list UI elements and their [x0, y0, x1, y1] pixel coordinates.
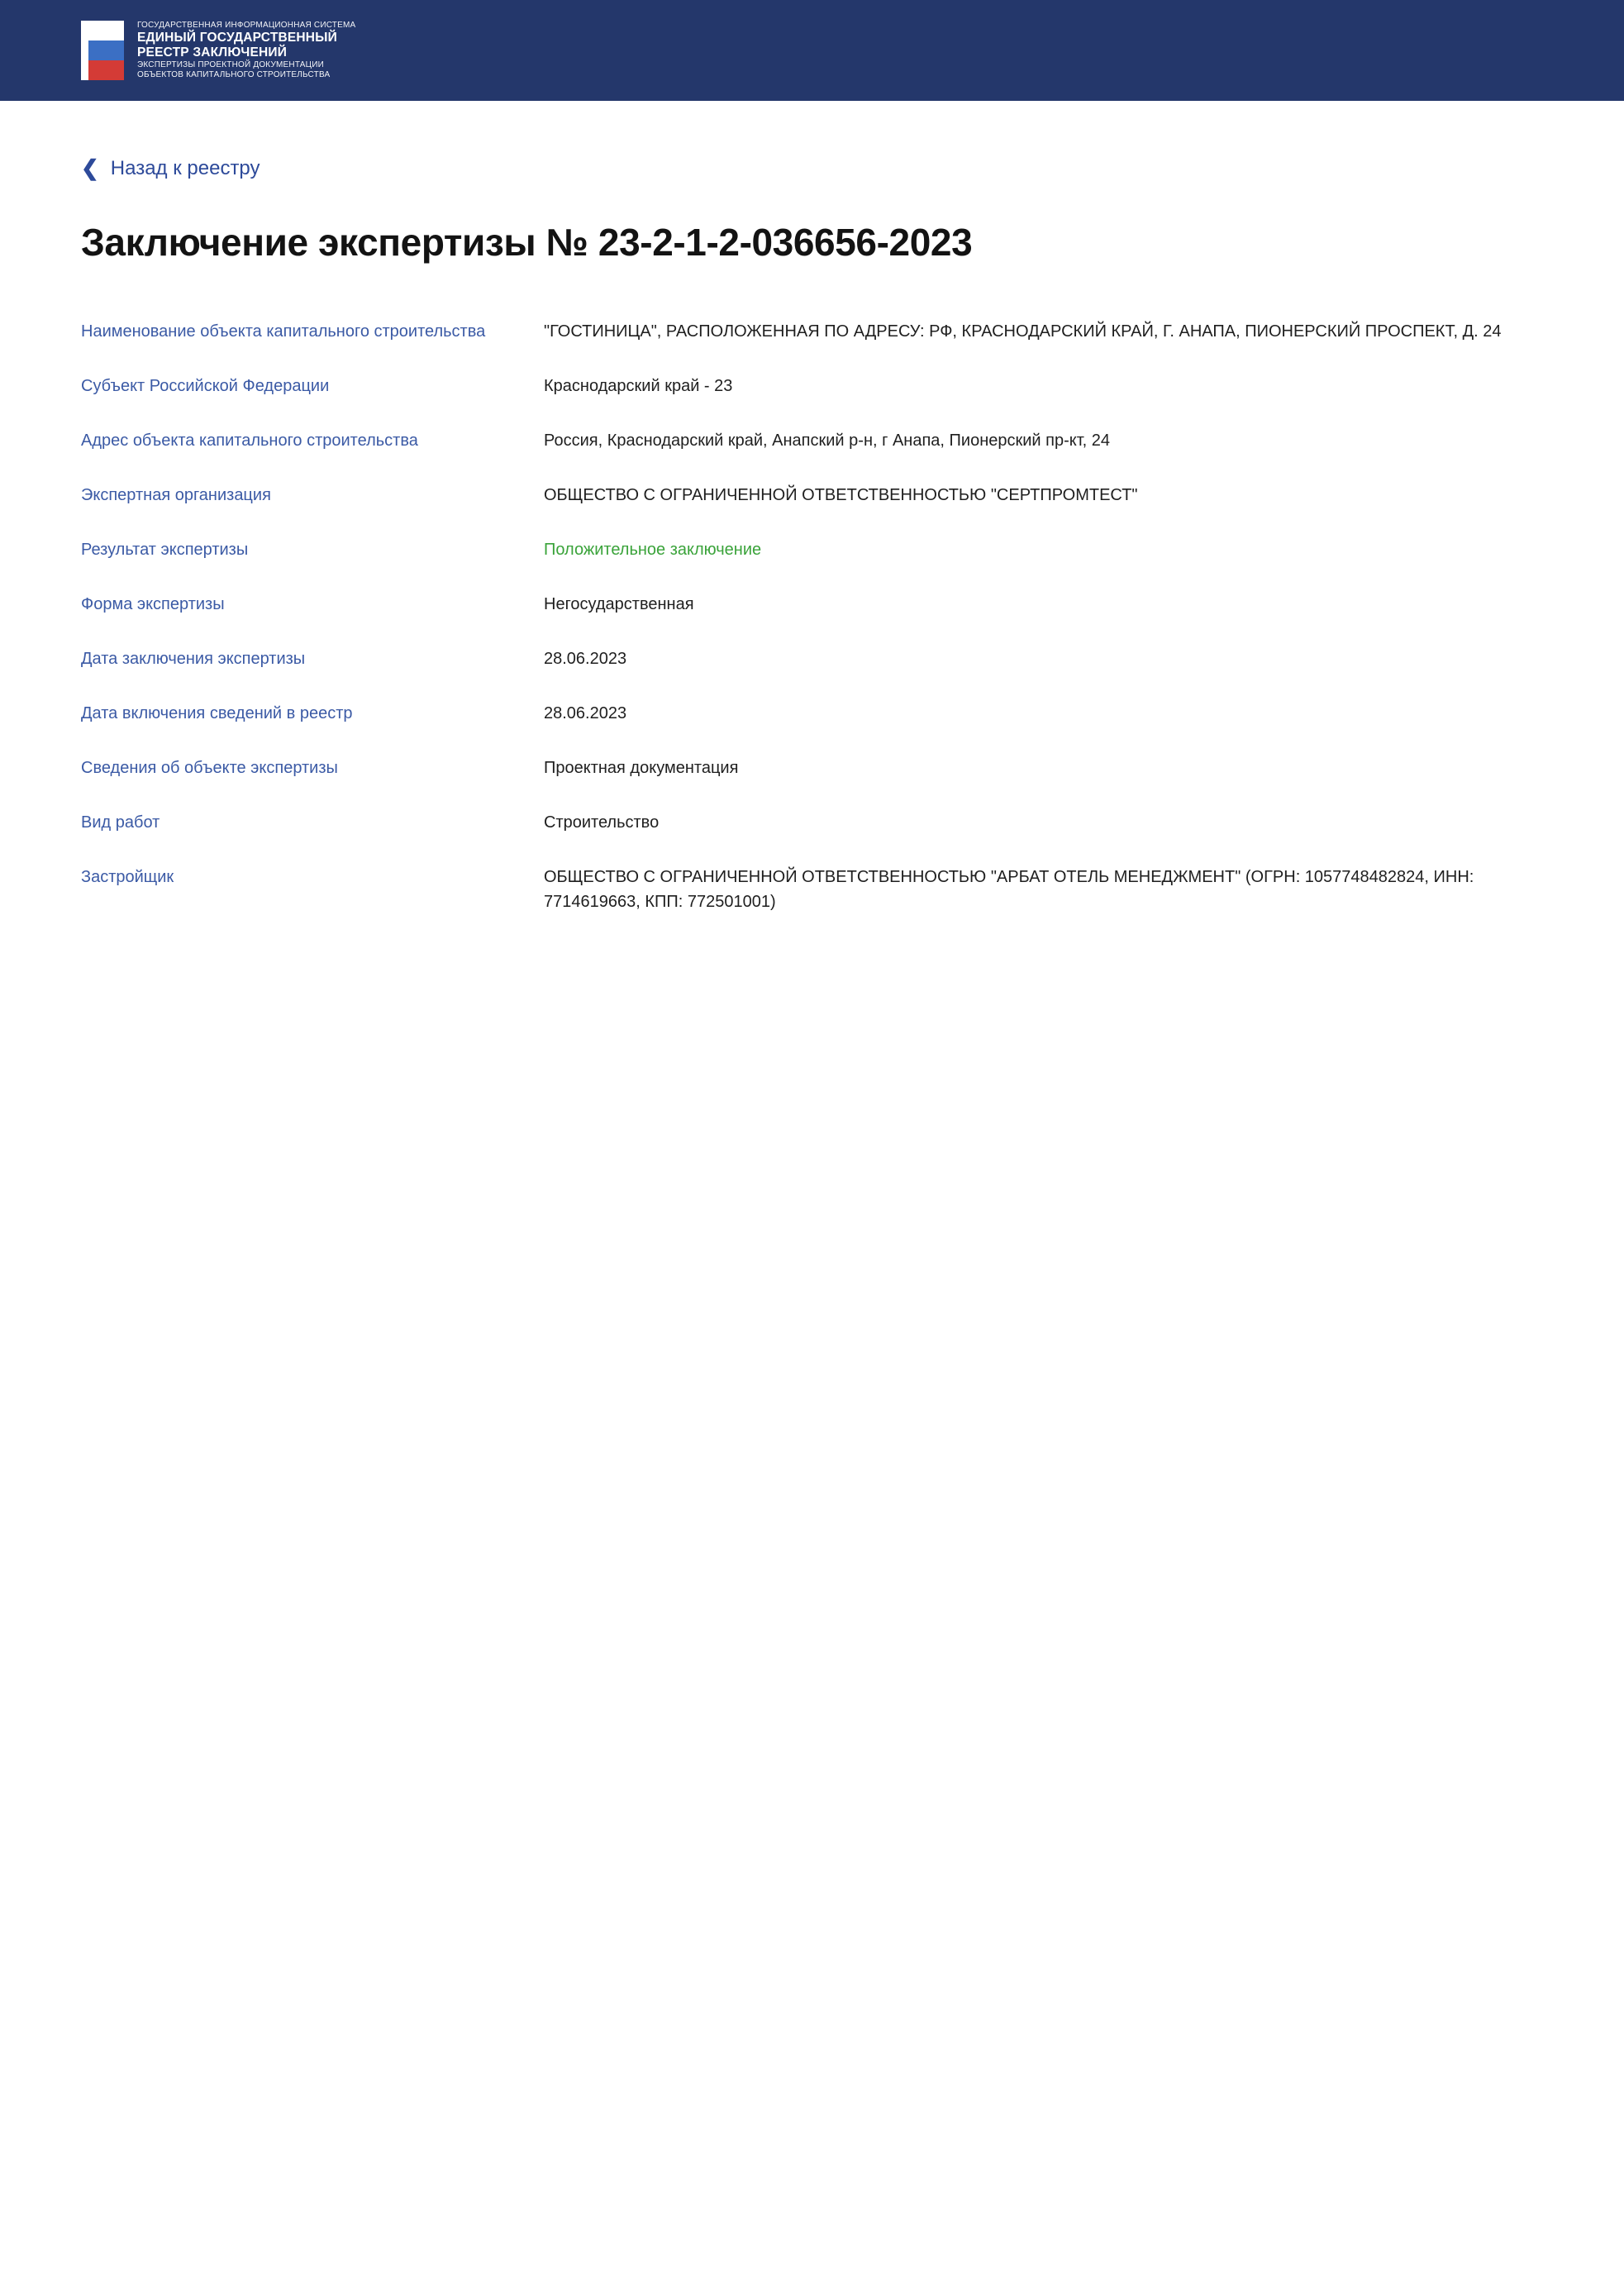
- detail-value: Россия, Краснодарский край, Анапский р-н, г Анапа, Пионерский пр-кт, 24: [544, 431, 1111, 450]
- detail-row: [81, 592, 1543, 617]
- logo-text: [137, 21, 355, 80]
- detail-value: Краснодарский край - 23: [544, 377, 733, 395]
- detail-value-result: Положительное заключение: [544, 541, 762, 559]
- logo-line-2: ЕДИНЫЙ ГОСУДАРСТВЕННЫЙ: [137, 30, 337, 45]
- detail-row: [81, 646, 1543, 671]
- detail-row: [81, 374, 1543, 398]
- detail-value: 28.06.2023: [544, 650, 627, 668]
- detail-row: [81, 701, 1543, 726]
- site-header: [0, 0, 1624, 101]
- detail-row: [81, 428, 1543, 453]
- chevron-left-icon: ❮: [81, 155, 99, 180]
- detail-label: Наименование объекта капитального строительства: [81, 322, 486, 341]
- detail-value: 28.06.2023: [544, 704, 627, 722]
- detail-value: ОБЩЕСТВО С ОГРАНИЧЕННОЙ ОТВЕТСТВЕННОСТЬЮ "АРБАТ ОТЕЛЬ МЕНЕДЖМЕНТ" (ОГРН: 1057748482824, ИНН: 7714619663, КПП: 772501001): [544, 868, 1474, 911]
- detail-label: Застройщик: [81, 868, 174, 886]
- main-content: [0, 157, 1624, 914]
- detail-value: Проектная документация: [544, 759, 739, 777]
- logo-line-5: ОБЪЕКТОВ КАПИТАЛЬНОГО СТРОИТЕЛЬСТВА: [137, 70, 331, 80]
- detail-row: [81, 810, 1543, 835]
- conclusion-details: [81, 319, 1543, 914]
- detail-label: Экспертная организация: [81, 486, 271, 504]
- detail-label: Субъект Российской Федерации: [81, 377, 330, 395]
- detail-label: Результат экспертизы: [81, 541, 249, 559]
- detail-value: "ГОСТИНИЦА", РАСПОЛОЖЕННАЯ ПО АДРЕСУ: РФ, КРАСНОДАРСКИЙ КРАЙ, Г. АНАПА, ПИОНЕРСКИЙ ПРОСПЕКТ, Д. 24: [544, 322, 1502, 341]
- back-to-registry-label: Назад к реестру: [110, 157, 260, 179]
- detail-label: Вид работ: [81, 813, 160, 832]
- detail-row: [81, 865, 1543, 914]
- detail-row: [81, 483, 1543, 508]
- detail-value: Строительство: [544, 813, 660, 832]
- page-title: Заключение экспертизы № 23-2-1-2-036656-2023: [81, 221, 973, 264]
- detail-label: Дата заключения экспертизы: [81, 650, 306, 668]
- logo-line-4: ЭКСПЕРТИЗЫ ПРОЕКТНОЙ ДОКУМЕНТАЦИИ: [137, 60, 325, 70]
- site-logo[interactable]: [81, 21, 355, 80]
- detail-label: Сведения об объекте экспертизы: [81, 759, 338, 777]
- logo-line-3: РЕЕСТР ЗАКЛЮЧЕНИЙ: [137, 45, 288, 60]
- detail-value: Негосударственная: [544, 595, 694, 613]
- russian-flag-icon: [81, 21, 124, 80]
- detail-label: Адрес объекта капитального строительства: [81, 431, 418, 450]
- detail-row: [81, 319, 1543, 344]
- logo-line-1: ГОСУДАРСТВЕННАЯ ИНФОРМАЦИОННАЯ СИСТЕМА: [137, 21, 356, 31]
- detail-label: Форма экспертизы: [81, 595, 225, 613]
- detail-value: ОБЩЕСТВО С ОГРАНИЧЕННОЙ ОТВЕТСТВЕННОСТЬЮ "СЕРТПРОМТЕСТ": [544, 486, 1138, 504]
- detail-label: Дата включения сведений в реестр: [81, 704, 353, 722]
- detail-row: [81, 537, 1543, 562]
- back-to-registry-link[interactable]: [81, 157, 260, 180]
- detail-row: [81, 756, 1543, 780]
